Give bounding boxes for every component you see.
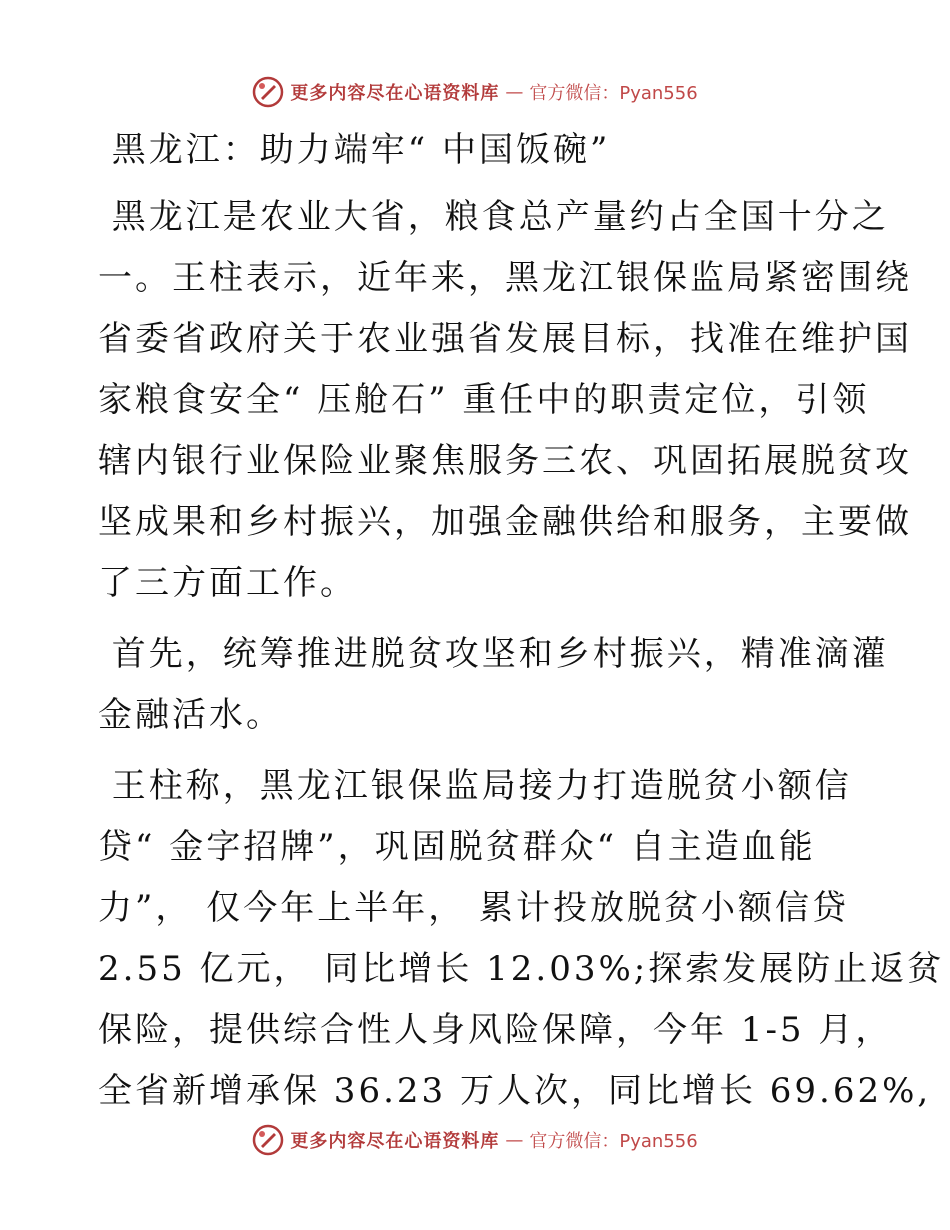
watermark-logo-icon (252, 76, 284, 108)
watermark-dash: — (505, 81, 524, 103)
paragraph-line: 一。王柱表示，近年来，黑龙江银保监局紧密围绕 (98, 258, 912, 298)
watermark-dash: — (505, 1129, 524, 1151)
paragraph-2 (98, 624, 889, 746)
paragraph-line: 首先，统筹推进脱贫攻坚和乡村振兴，精准滴灌 (98, 634, 889, 674)
watermark-text: 更多内容尽在心语资料库 (290, 1131, 500, 1152)
watermark-contact: 官方微信：Pyan556 (529, 1131, 698, 1152)
paragraph-line: 全省新增承保 36.23 万人次，同比增长 69.62%, (98, 1071, 932, 1111)
paragraph-line: 辖内银行业保险业聚焦服务三农、巩固拓展脱贫攻 (98, 441, 912, 481)
paragraph-line: 王柱称，黑龙江银保监局接力打造脱贫小额信 (98, 766, 852, 806)
paragraph-line: 省委省政府关于农业强省发展目标，找准在维护国 (98, 319, 912, 359)
paragraph-3 (98, 756, 945, 1122)
page-title: 黑龙江：助力端牢“ 中国饭碗” (98, 130, 611, 170)
paragraph-line: 贷“ 金字招牌”，巩固脱贫群众“ 自主造血能 (98, 827, 816, 867)
watermark-header (0, 72, 950, 112)
paragraph-line: 家粮食安全“ 压舱石” 重任中的职责定位，引领 (98, 380, 870, 420)
paragraph-line: 坚成果和乡村振兴，加强金融供给和服务，主要做 (98, 502, 912, 542)
paragraph-line: 2.55 亿元， 同比增长 12.03%;探索发展防止返贫 (98, 949, 945, 989)
paragraph-line: 力”， 仅今年上半年， 累计投放脱贫小额信贷 (98, 888, 849, 928)
paragraph-line: 金融活水。 (98, 695, 283, 735)
paragraph-line: 了三方面工作。 (98, 563, 357, 603)
watermark-logo-icon (252, 1124, 284, 1156)
watermark-footer (0, 1120, 950, 1160)
paragraph-line: 黑龙江是农业大省，粮食总产量约占全国十分之 (98, 197, 889, 237)
document-body (98, 120, 945, 1132)
paragraph-1 (98, 187, 912, 614)
watermark-text: 更多内容尽在心语资料库 (290, 83, 500, 104)
watermark-contact: 官方微信：Pyan556 (529, 83, 698, 104)
paragraph-line: 保险，提供综合性人身风险保障，今年 1-5 月， (98, 1010, 893, 1050)
